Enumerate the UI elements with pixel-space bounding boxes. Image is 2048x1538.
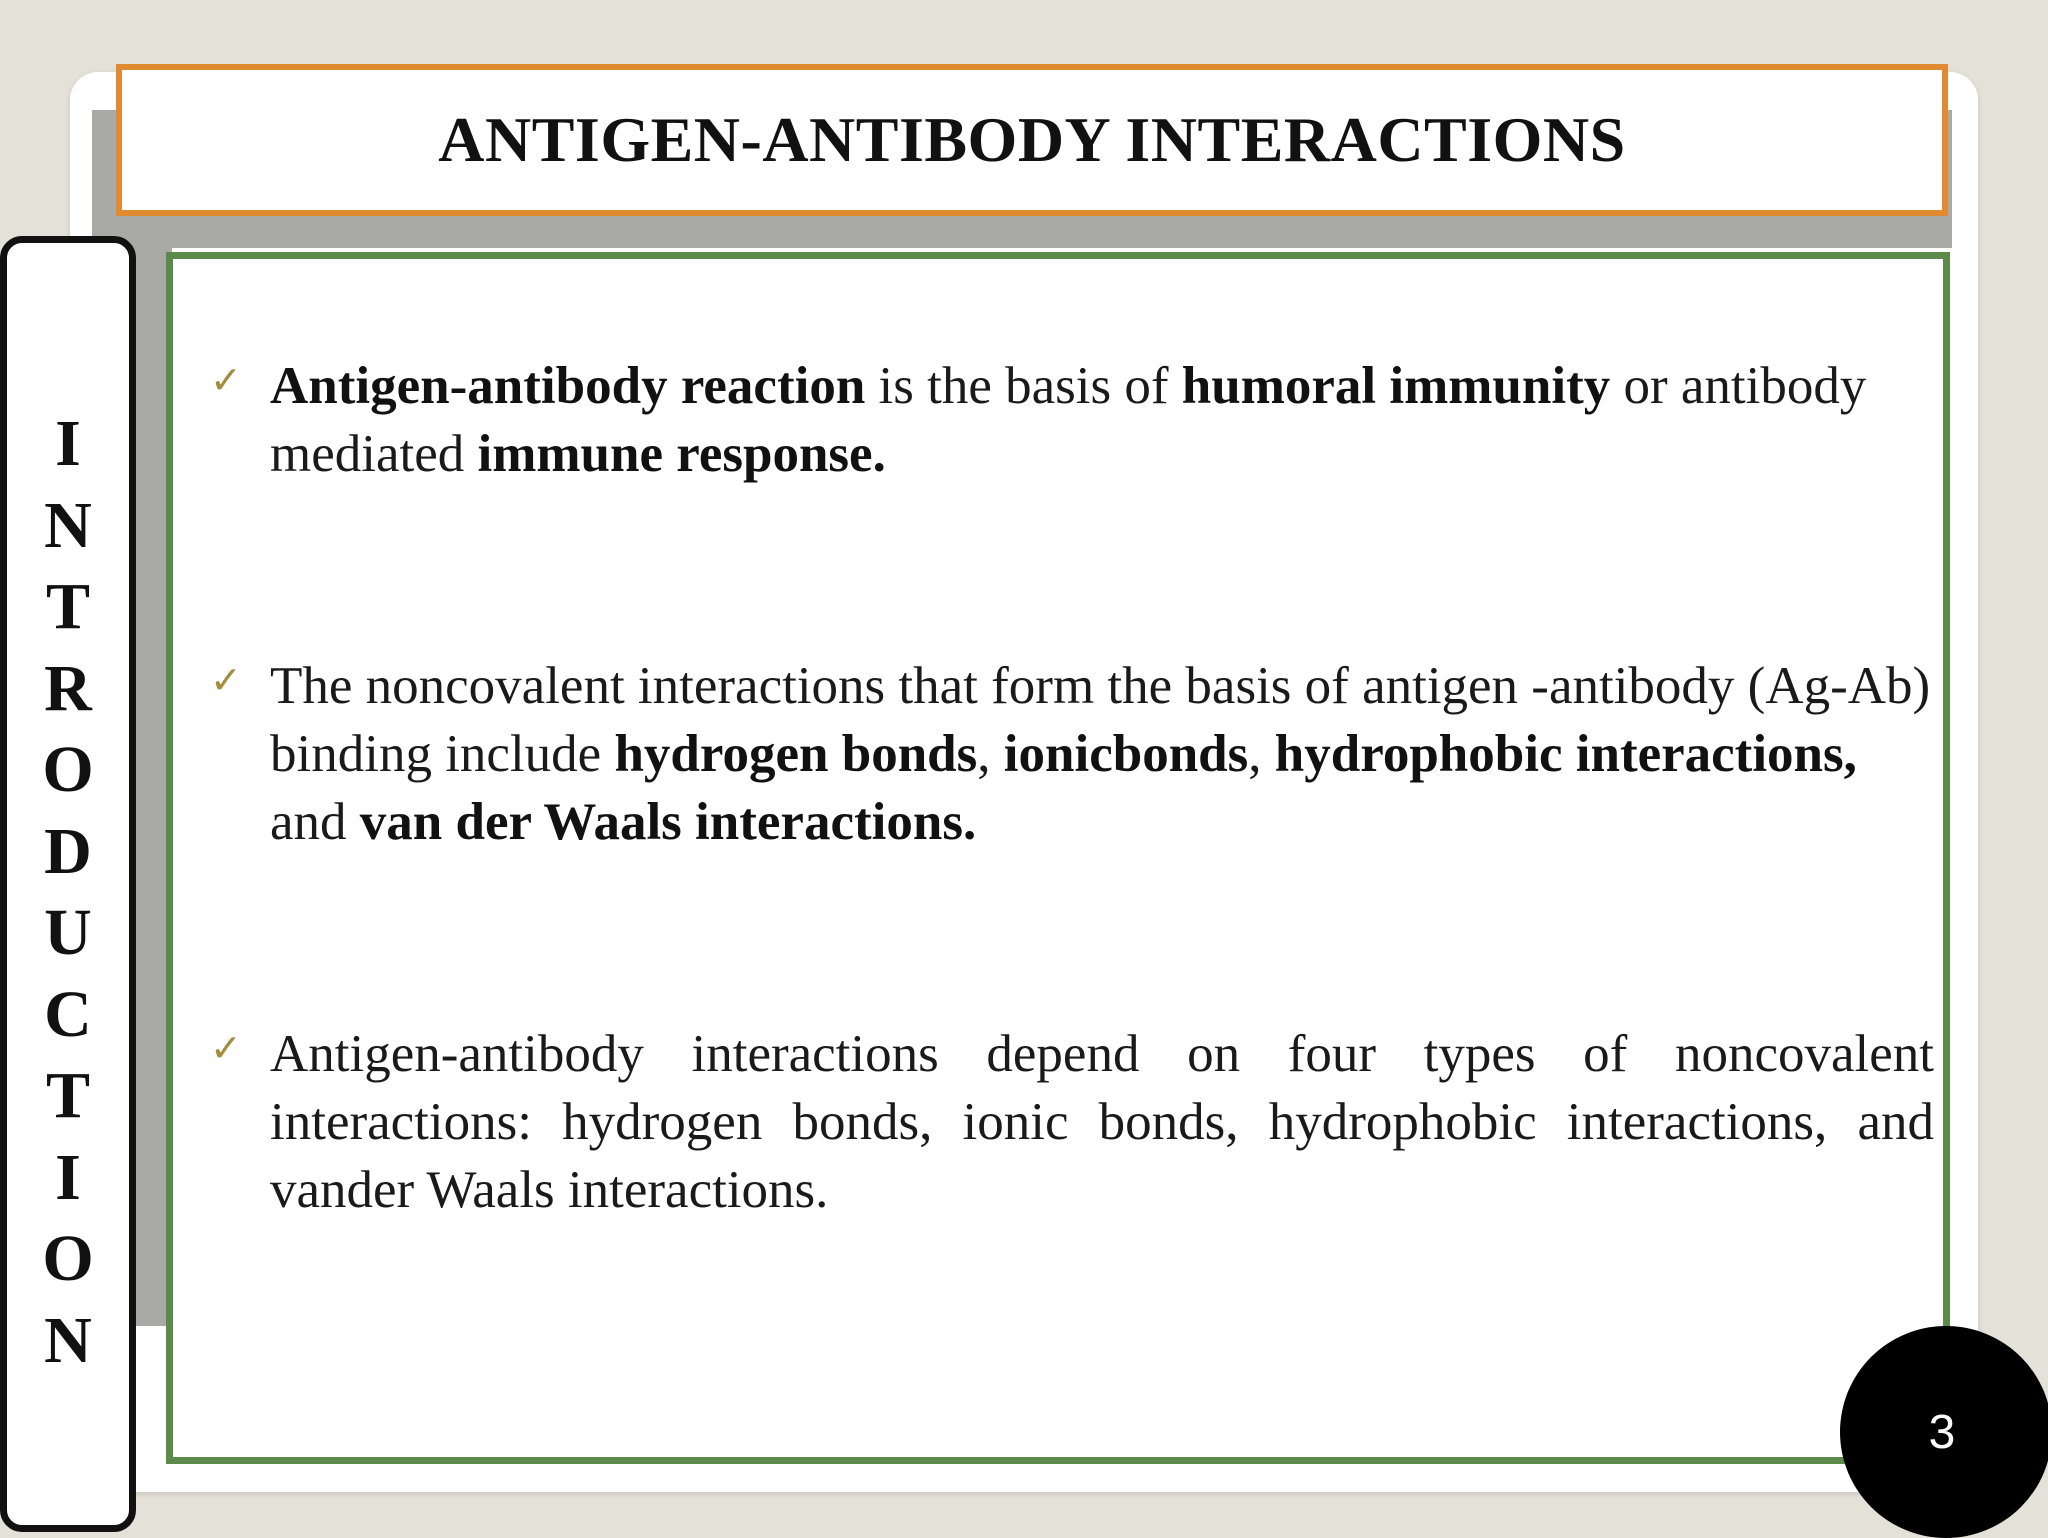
bullet-plain-text: , [1248, 725, 1275, 783]
side-tab-letter: T [45, 1059, 91, 1132]
bullet-bold-text: ionicbonds [1003, 725, 1249, 783]
bullet-plain-text: or antibody mediated [270, 357, 1867, 483]
bullet-text [270, 352, 1934, 488]
title-box [116, 64, 1948, 216]
side-tab-letter: C [44, 977, 92, 1051]
check-icon: ✓ [210, 658, 242, 702]
bullet-plain-text: Antigen-antibody interactions depend on four types of noncovalent interactions: hydrogen bonds, ionic bonds, hydrophobic interactions, and vander Waals interactions. [270, 1025, 1934, 1219]
page-number-badge [1840, 1326, 2048, 1538]
bullet-text [270, 1020, 1934, 1224]
bullet-bold-text: hydrophobic interactions, [1274, 725, 1857, 783]
page-number: 3 [1928, 1405, 1956, 1459]
slide-title: ANTIGEN-ANTIBODY INTERACTIONS [438, 104, 1626, 175]
side-tab-letter: I [55, 1140, 81, 1214]
bullet-bold-text: immune response. [477, 425, 886, 483]
side-tab-letter: I [55, 407, 81, 480]
check-icon: ✓ [210, 358, 242, 402]
bullet-plain-text: is the basis of [865, 357, 1182, 415]
bullet-plain-text: and [270, 793, 360, 851]
bullet-plain-text: The noncovalent interactions that form the basis of antigen -antibody (Ag-Ab) binding include [270, 657, 1931, 783]
side-tab-letter: N [44, 1303, 92, 1377]
side-tab-letter: D [44, 814, 92, 888]
check-icon: ✓ [210, 1026, 242, 1070]
bullet-plain-text: , [977, 725, 1004, 783]
side-tab-letter: R [44, 651, 92, 725]
side-tab-letter: U [44, 896, 92, 969]
side-tab-letter: N [44, 488, 92, 562]
side-tab-letter: O [42, 1222, 94, 1295]
bullet-bold-text: hydrogen bonds [614, 725, 978, 783]
introduction-side-tab [0, 236, 136, 1532]
bullet-text [270, 652, 1934, 856]
side-tab-letter: T [45, 570, 91, 643]
bullet-bold-text: van der Waals interactions. [359, 793, 977, 851]
side-tab-letter: O [42, 733, 94, 806]
bullet-bold-text: humoral immunity [1181, 357, 1611, 415]
bullet-bold-text: Antigen-antibody reaction [270, 357, 866, 415]
